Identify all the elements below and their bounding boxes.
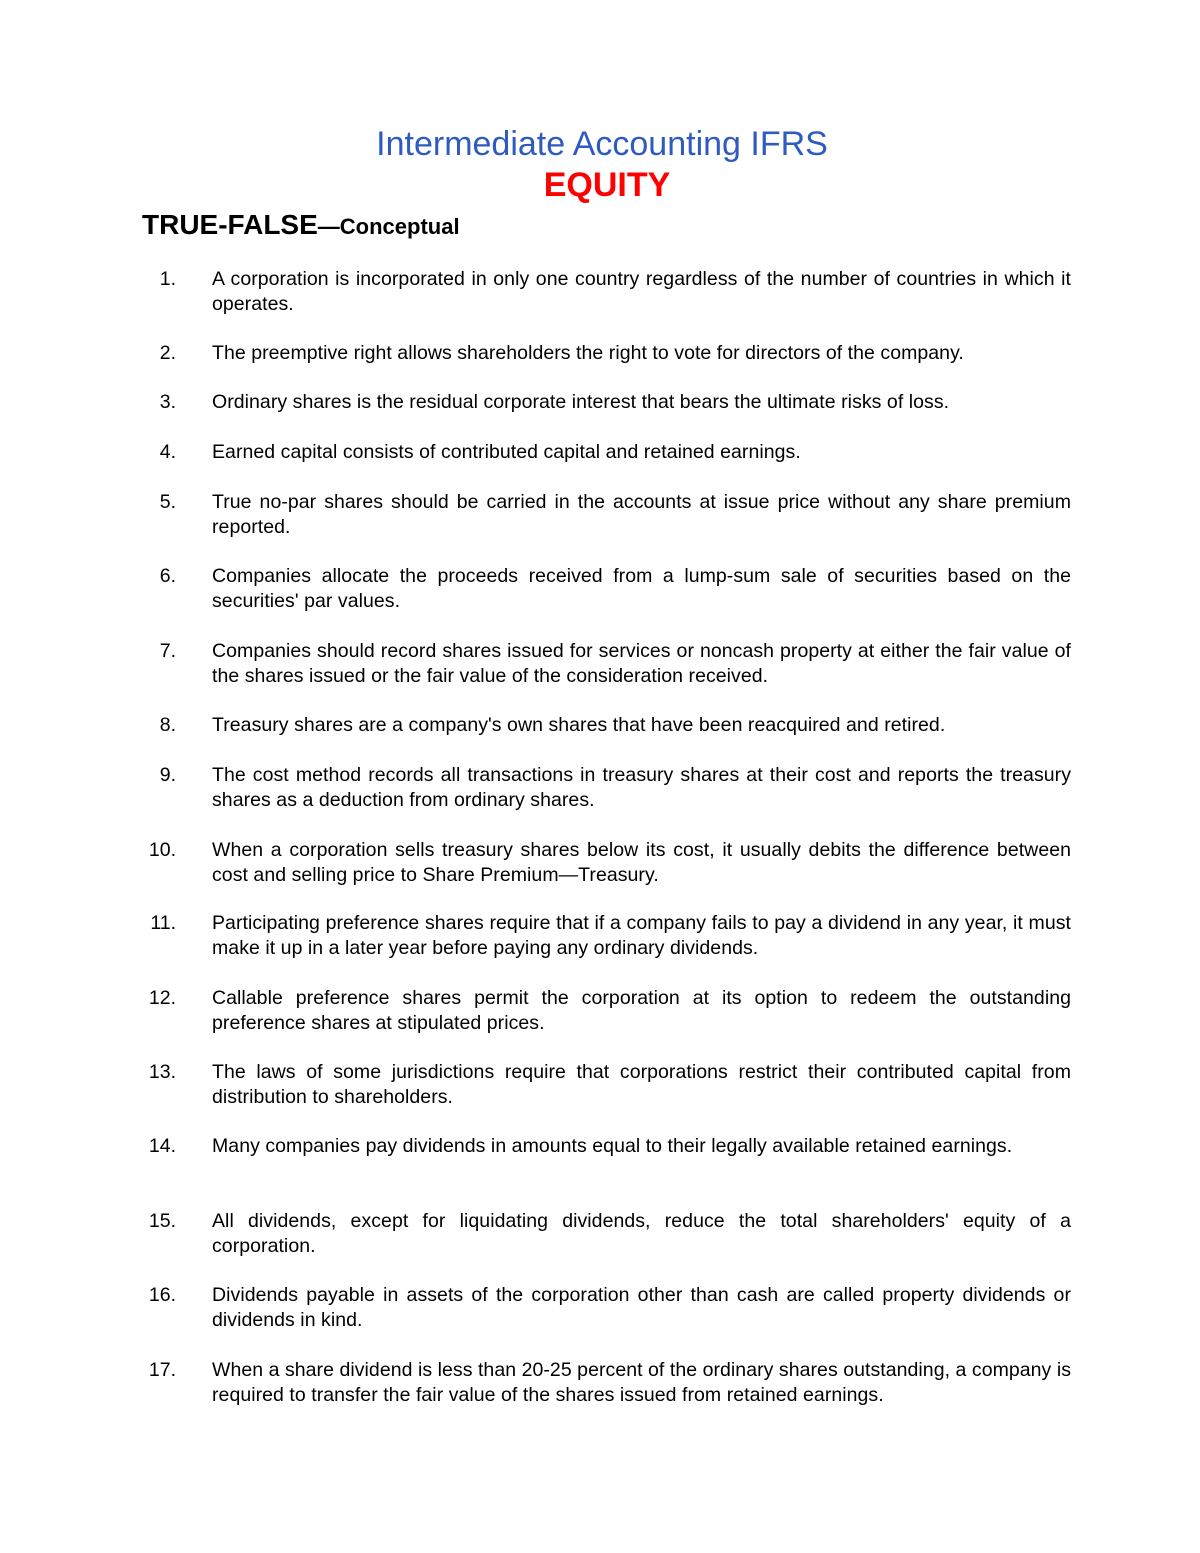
question-number: 7. xyxy=(159,640,176,662)
question-text: All dividends, except for liquidating dividends, reduce the total shareholders' equity of a corporation. xyxy=(212,1210,1071,1257)
question-text: Earned capital consists of contributed capital and retained earnings. xyxy=(212,441,801,463)
question-text: When a corporation sells treasury shares below its cost, it usually debits the difference between cost and selling price to Share Premium—Treasury. xyxy=(212,839,1071,886)
question-text: Many companies pay dividends in amounts equal to their legally available retained earnings. xyxy=(212,1135,1013,1157)
section-heading xyxy=(142,206,460,247)
section-heading-sub: Conceptual xyxy=(339,214,460,239)
question-text: Ordinary shares is the residual corporate interest that bears the ultimate risks of loss. xyxy=(212,391,950,413)
question-text: The laws of some jurisdictions require that corporations restrict their contributed capital from distribution to shareholders. xyxy=(212,1061,1071,1108)
question-text: A corporation is incorporated in only one country regardless of the number of countries in which it operates. xyxy=(212,268,1071,315)
question-text: Companies allocate the proceeds received from a lump-sum sale of securities based on the securities' par values. xyxy=(212,565,1071,612)
question-number: 6. xyxy=(159,565,176,587)
question-number: 17. xyxy=(148,1359,176,1381)
document-subtitle: EQUITY xyxy=(543,166,671,204)
question-text: Participating preference shares require that if a company fails to pay a dividend in any year, it must make it up in a later year before paying any ordinary dividends. xyxy=(212,912,1071,959)
question-number: 1. xyxy=(159,268,176,290)
question-number: 8. xyxy=(159,714,176,736)
question-number: 15. xyxy=(148,1210,176,1232)
question-number: 16. xyxy=(148,1284,176,1306)
question-number: 9. xyxy=(159,764,176,786)
question-text: True no-par shares should be carried in the accounts at issue price without any share premium reported. xyxy=(212,491,1071,538)
question-number: 5. xyxy=(159,491,176,513)
question-number: 4. xyxy=(159,441,176,463)
question-text: Companies should record shares issued for services or noncash property at either the fair value of the shares issued or the fair value of the consideration received. xyxy=(212,640,1071,687)
question-number: 12. xyxy=(148,987,176,1009)
question-number: 11. xyxy=(150,912,176,934)
section-heading-dash: — xyxy=(317,214,340,239)
question-number: 14. xyxy=(148,1135,176,1157)
question-number: 2. xyxy=(159,342,176,364)
question-text: Dividends payable in assets of the corporation other than cash are called property dividends or dividends in kind. xyxy=(212,1284,1071,1331)
document-title: Intermediate Accounting IFRS xyxy=(376,125,828,163)
question-text: The cost method records all transactions in treasury shares at their cost and reports the treasury shares as a deduction from ordinary shares. xyxy=(212,764,1071,811)
question-text: When a share dividend is less than 20-25 percent of the ordinary shares outstanding, a company is required to transfer the fair value of the shares issued from retained earnings. xyxy=(212,1359,1072,1406)
question-text: Treasury shares are a company's own shares that have been reacquired and retired. xyxy=(212,714,946,736)
question-text: Callable preference shares permit the corporation at its option to redeem the outstanding preference shares at stipulated prices. xyxy=(212,987,1071,1034)
question-text: The preemptive right allows shareholders the right to vote for directors of the company. xyxy=(212,342,964,364)
question-number: 13. xyxy=(148,1061,176,1083)
section-heading-main: TRUE-FALSE xyxy=(142,209,318,240)
question-number: 3. xyxy=(159,391,176,413)
question-number: 10. xyxy=(148,839,176,861)
